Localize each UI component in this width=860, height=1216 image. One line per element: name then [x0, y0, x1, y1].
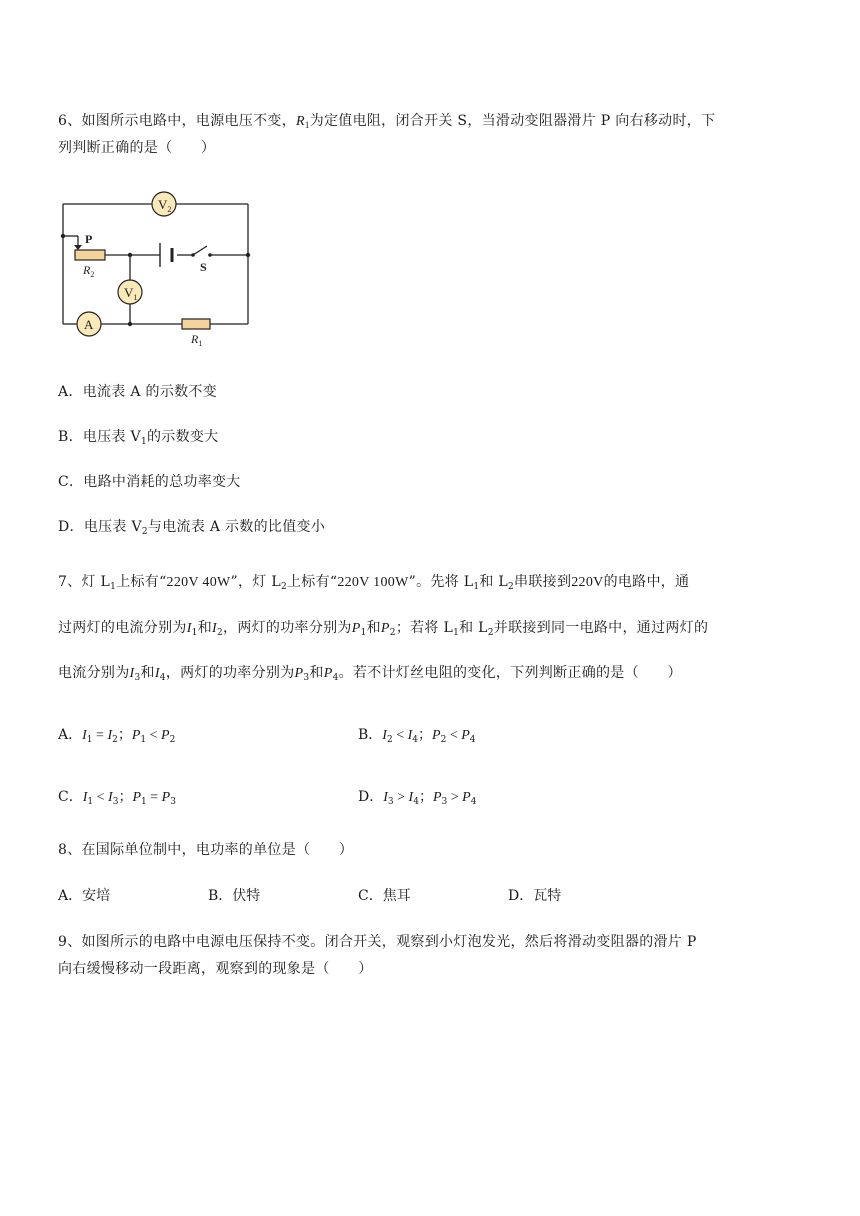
q7-option-c: C．$I_1 < I_3$；$P_1 = P_3$ — [58, 789, 176, 807]
q6-option-b: B．电压表 $V_1$的示数变大 — [58, 429, 219, 447]
v1-label: $V_1$ — [124, 285, 138, 302]
resistor-r1 — [182, 319, 210, 329]
slider-arrow — [74, 245, 82, 250]
ammeter-label: A — [84, 317, 94, 332]
circuit-diagram — [48, 188, 278, 348]
v2-label: $V_2$ — [158, 197, 172, 214]
r1-symbol: $R_1$ — [296, 114, 310, 130]
q7-stem-line1: 7、灯 $L_1$上标有“220V 40W”，灯 $L_2$上标有“220V 100W”。先将 $L_1$和 $L_2$串联接到220V的电路中，通 — [58, 574, 690, 592]
q7-option-b: B．$I_2 < I_4$；$P_2 < P_4$ — [358, 727, 476, 745]
q9-stem-line1: 9、如图所示的电路中电源电压保持不变。闭合开关，观察到小灯泡发光，然后将滑动变阻器的滑片 P — [58, 934, 697, 950]
q8-option-c: C．焦耳 — [358, 888, 411, 904]
s-label: S — [200, 260, 207, 274]
resistor-r2 — [75, 250, 105, 260]
p-label: P — [85, 232, 93, 246]
r2-label: $R_2$ — [83, 263, 95, 279]
q7-option-d: D．$I_3 > I_4$；$P_3 > P_4$ — [358, 789, 477, 807]
q9-stem-line2: 向右缓慢移动一段距离，观察到的现象是（ ） — [58, 961, 373, 977]
q8-option-d: D．瓦特 — [508, 888, 562, 904]
q7-stem-line3: 电流分别为$I_3$和$I_4$，两灯的功率分别为$P_3$和$P_4$。若不计灯丝电阻的变化，下列判断正确的是（ ） — [58, 665, 682, 683]
q6-option-c: C．电路中消耗的总功率变大 — [58, 474, 241, 490]
q7-option-a: A．$I_1 = I_2$；$P_1 < P_2$ — [58, 727, 176, 745]
q6-stem-line2: 列判断正确的是（ ） — [58, 140, 216, 156]
q6-option-d: D．电压表 $V_2$与电流表 A 示数的比值变小 — [58, 519, 326, 537]
r1-label: $R_1$ — [191, 332, 203, 348]
q6-stem-line1: 6、如图所示电路中，电源电压不变，$R_1$为定值电阻，闭合开关 S，当滑动变阻器滑片 P 向右移动时，下 — [58, 113, 716, 130]
q8-option-b: B．伏特 — [208, 888, 261, 904]
q8-stem: 8、在国际单位制中，电功率的单位是（ ） — [58, 842, 354, 858]
q7-stem-line2: 过两灯的电流分别为$I_1$和$I_2$，两灯的功率分别为$P_1$和$P_2$；若将 $L_1$和 $L_2$并联接到同一电路中，通过两灯的 — [58, 620, 709, 638]
q8-option-a: A．安培 — [58, 888, 111, 904]
q6-option-a: A．电流表 A 的示数不变 — [58, 384, 218, 400]
